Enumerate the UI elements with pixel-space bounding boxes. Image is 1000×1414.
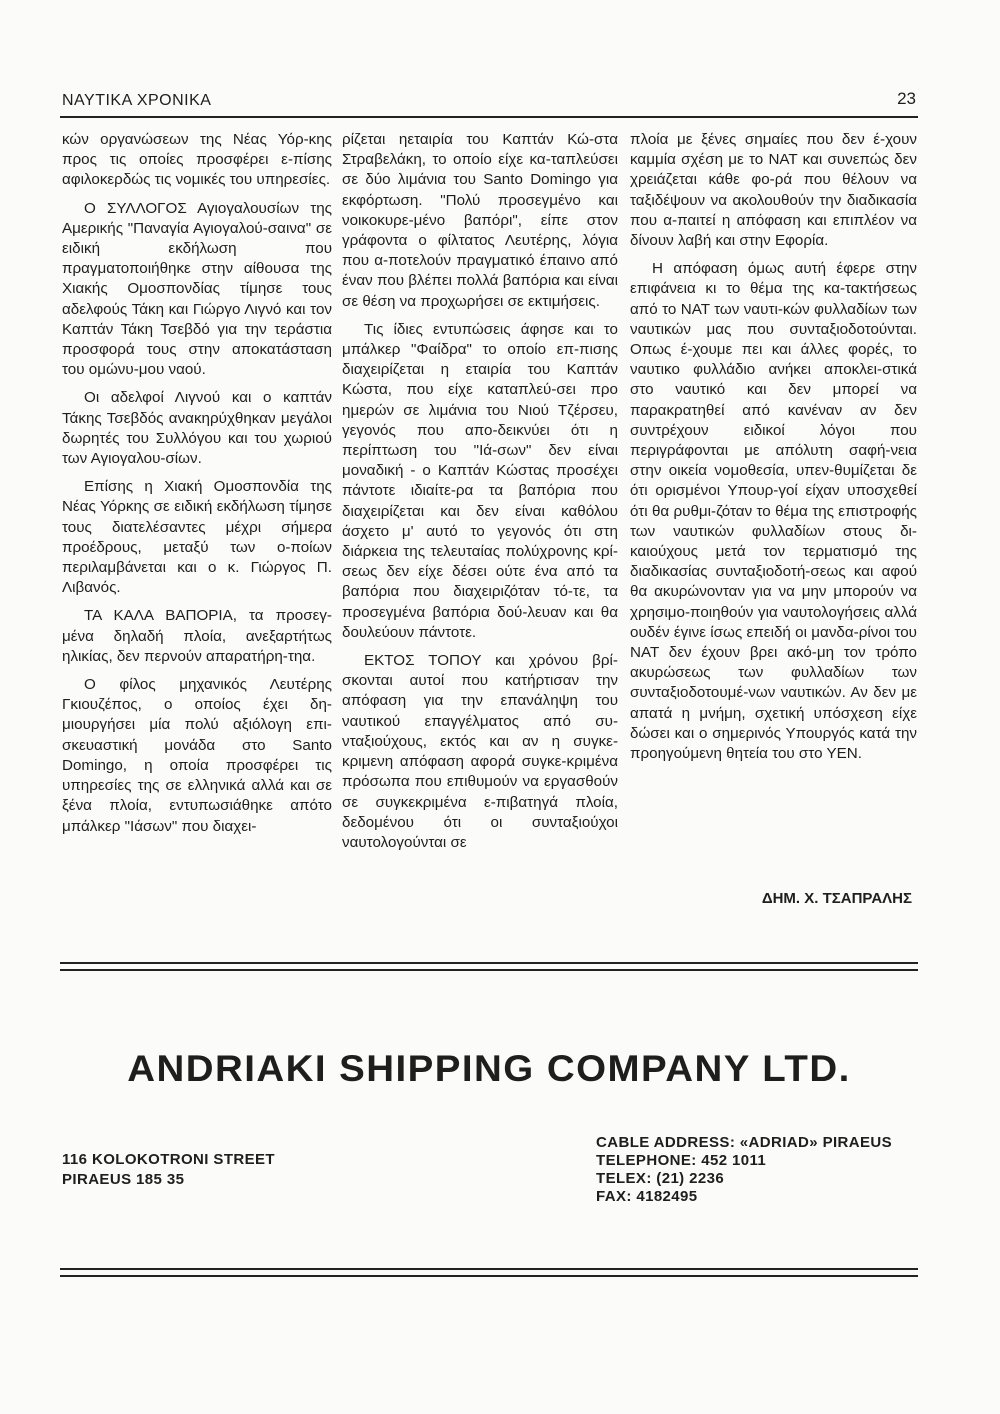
telephone: TELEPHONE: 452 1011 [596, 1152, 767, 1169]
fax: FAX: 4182495 [596, 1188, 698, 1205]
address-line: 116 KOLOKOTRONI STREET [62, 1151, 275, 1168]
article-paragraph: ρίζεται ηεταιρία του Καπτάν Κώ-στα Στραβελάκη, το οποίο είχε κα-ταπλεύσει σε δύο λιμάνια του Santo Domingo για εκφόρτωση. "Πολύ προσεγμένο και νοικοκυρε-μένο βαπόρι", είπε στον γράφοντα ο φίλτατος Λευτέρης, λόγια που α-ποτελούν πραγματικό έπαινο από έναν που βλέπει πολλά βαπόρια και είναι σε θέση να προχωρήσει σε εκτιμήσεις. [342, 131, 618, 310]
advert-bottom-rule [60, 1268, 918, 1277]
page-number: 23 [897, 89, 916, 108]
article-paragraph: κών οργανώσεων της Νέας Υόρ-κης προς τις οποίες προσφέρει ε-πίσης αφιλοκερδώς τις νομικές του υπηρεσίες. [62, 131, 332, 189]
article-paragraph: Τις ίδιες εντυπώσεις άφησε και το μπάλκερ "Φαίδρα" το οποίο επ-πισης διαχειρίζεται η εταιρία του Καπτάν Κώστα, που είχε καταπλεύ-σει προ ημερών σε λιμάνια του Νιού Τζέρσευ, γεγονός που απο-δεικνύει ότι η περίπτωση του "Ιά-σων" δεν είναι μοναδική - ο Καπτάν Κώστας προσέχει πάντοτε ιδιαίτε-ρα τα βαπόρια που διαχειρίζεται και δεν είναι καθόλου άσχετο μ' αυτό το γεγονός ότι στη διάρκεια της τελευταίας πολύχρονης κρί-σεως δεν είχε δέσει ούτε ένα από τα βαπόρια που διαχειριζόταν τό-τε, τα προσεγμένα βαπόρια δού-λευαν και θα δουλεύουν πάντοτε. [342, 320, 618, 641]
author-signature: ΔΗΜ. Χ. ΤΣΑΠΡΑΛΗΣ [761, 890, 912, 907]
article-column-2 [342, 130, 618, 861]
advert-company-name: ANDRIAKI SHIPPING COMPANY LTD. [127, 1048, 851, 1089]
advert-address [62, 1150, 275, 1190]
article-paragraph: Ο ΣΥΛΛΟΓΟΣ Αγιογαλουσίων της Αμερικής "Παναγία Αγιογαλού-σαινα" σε ειδική εκδήλωση που πραγματοποιήθηκε στην αίθουσα της Χιακής Ομοσπονδίας τίμησε τους αδελφούς Τάκη και Γιώργο Λιγνό και τον Καπτάν Τάκη Τσεβδό για την τεράστια προσφορά τους στην αποκατάσταση του ομώνυ-μου ναού. [62, 199, 332, 379]
address-line: PIRAEUS 185 35 [62, 1171, 185, 1188]
cable-address: CABLE ADDRESS: «ADRIAD» PIRAEUS [596, 1134, 893, 1151]
telex: TELEX: (21) 2236 [596, 1170, 725, 1187]
header-rule [60, 116, 918, 118]
article-paragraph: Ο φίλος μηχανικός Λευτέρης Γκιουζέπος, ο οποίος έχει δη-μιουργήσει μία πολύ αξιόλογη επι-σκευαστική μονάδα στο Santo Domingo, η οποία προσφέρει τις υπηρεσίες της σε ελληνικά αλλά και σε ξένα πλοία, εντυπωσιάθηκε απότο μπάλκερ "Ιάσων" που διαχει- [62, 676, 332, 835]
article-column-1 [62, 130, 332, 845]
article-paragraph: Οι αδελφοί Λιγνού και ο καπτάν Τάκης Τσεβδός ανακηρύχθηκαν μεγάλοι δωρητές του Συλλόγου και του χωριού των Αγιογαλου-σίων. [62, 389, 332, 468]
article-paragraph: πλοία με ξένες σημαίες που δεν έ-χουν καμμία σχέση με το ΝΑΤ και συνεπώς δεν χρειάζεται κάθε φο-ρά που θέλουν να ταξιδέψουν να ακολουθούν την διαδικασία που α-παιτεί η απόφαση και επιπλέον να δίνουν λαβή και στην Εφορία. [630, 131, 917, 250]
article-paragraph: ΕΚΤΟΣ ΤΟΠΟΥ και χρόνου βρί-σκονται αυτοί που κατήρτισαν την απόφαση για την επανάληψη του ναυτικού επαγγέλματος από συ-νταξιούχους, εκτός και αν η συγκε-κριμενη απόφαση αφορά συγκε-κριμένα πρόσωπα που επιθυμούν να εργασθούν σε συγκεκριμένα ε-πιβατηγά πλοία, δεδομένου ότι οι συνταξιούχοι ναυτολογούνται σε [342, 652, 618, 851]
header-title: ΝΑΥΤΙΚΑ ΧΡΟΝΙΚΑ [62, 92, 212, 109]
advert-top-rule [60, 962, 918, 971]
advert-contacts [596, 1134, 892, 1206]
article-paragraph: ΤΑ ΚΑΛΑ ΒΑΠΟΡΙΑ, τα προσεγ-μένα δηλαδή πλοία, ανεξαρτήτως ηλικίας, δεν περνούν απαρατήρη-τηα. [62, 607, 332, 665]
article-paragraph: Η απόφαση όμως αυτή έφερε στην επιφάνεια κι το θέμα της κα-τακτήσεως από το ΝΑΤ των ναυτι-κών φυλλαδίων των ναυτικών μας που συνταξιοδοτούνται. Οπως έ-χουμε πει και άλλες φορές, το ναυτικο φυλλάδιο ανήκει αποκλει-στικά στο ναυτικό και δεν μπορεί να παρακρατηθεί από κανέναν αν δεν συντρέχουν ειδικοί λόγοι που περιγράφονται με απόλυτη σαφή-νεια στην οικεία νομοθεσία, υπεν-θυμίζεται δε ότι ορισμένοι Υπουρ-γοί είχαν υποσχεθεί ότι θα ρυθμι-ζόταν το θέμα της επιστροφής των ναυτικών φυλλαδίων στους δι-καιούχους μετά τον τερματισμό της διαδικασίας συνταξιοδοτή-σεως και αφού θα ακυρώνονταν για να μην μπορούν να χρησιμο-ποιηθούν για ναυτολογήσεις αλλά ουδέν έγινε ίσως επειδή οι μανδα-ρίνοι του ΝΑΤ δεν έχουν βρει ακό-μη τον τρόπο ακυρώσεως των φυλλαδίων των συνταξιοδοτουμέ-νων ναυτικών. Αν δεν με απατά η μνήμη, σχετική υπόσχεση είχε δώσει και ο σημερινός Υπουργός κατά την προηγούμενη θητεία του στο ΥΕΝ. [630, 260, 917, 763]
article-paragraph: Επίσης η Χιακή Ομοσπονδία της Νέας Υόρκης σε ειδική εκδήλωση τίμησε τους διατελέσαντες μέχρι σήμερα προέδρους, μεταξύ των ο-ποίων περιλαμβάνεται και ο κ. Γιώργος Π. Λιβανός. [62, 478, 332, 597]
article-column-3 [630, 130, 917, 772]
